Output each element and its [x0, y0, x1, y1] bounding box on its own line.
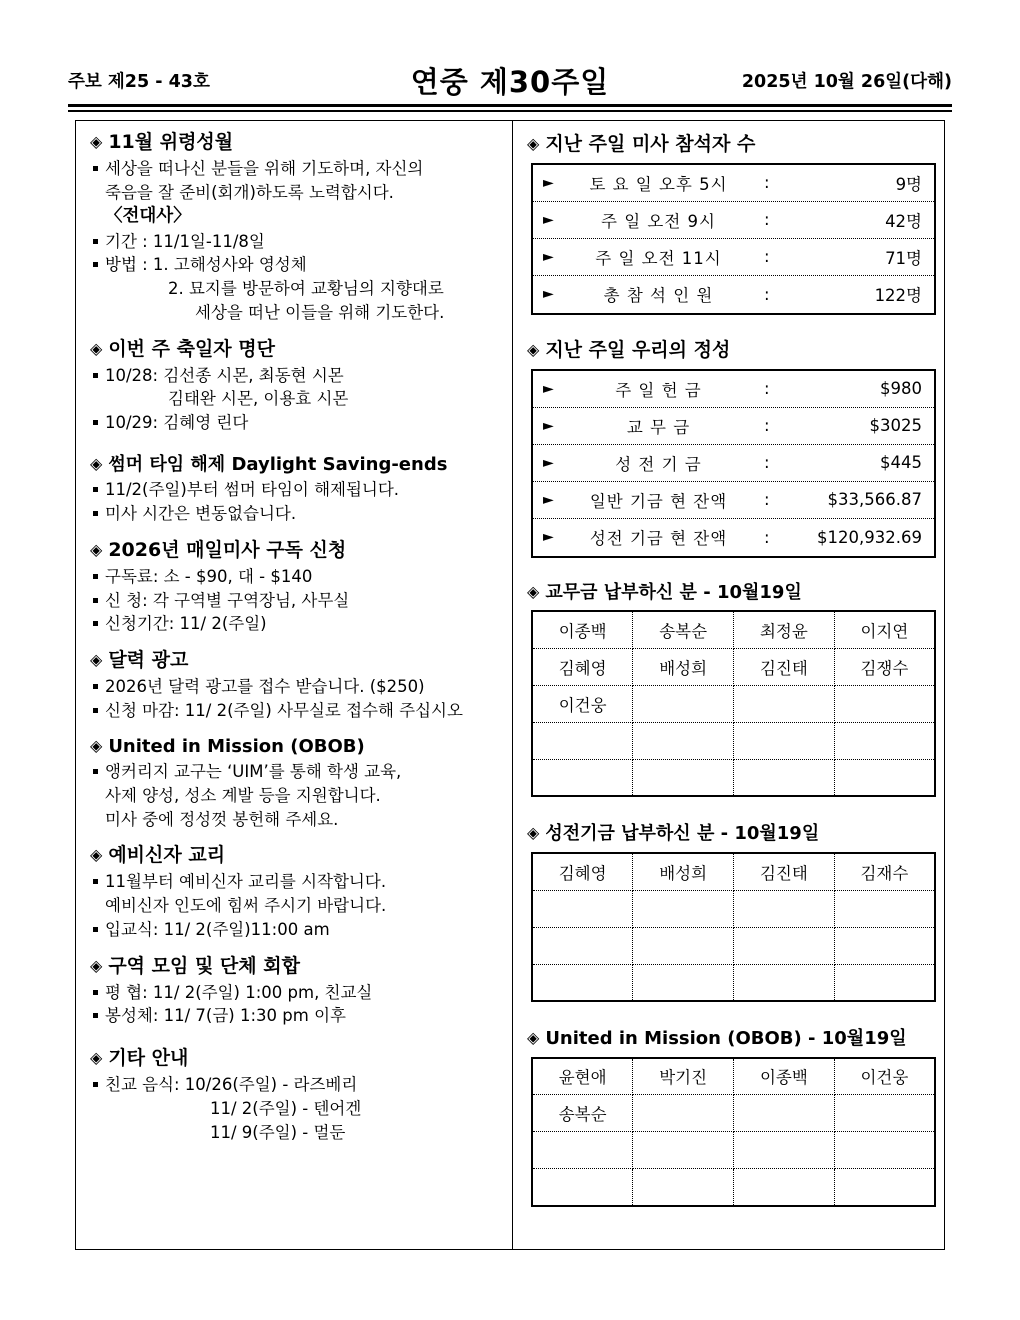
section-body [90, 157, 502, 325]
empty-cell [834, 927, 935, 964]
diamond-bullet-icon: ◈ [90, 453, 103, 473]
empty-cell [734, 722, 835, 759]
list-item [90, 918, 502, 942]
row-label: 교 무 금 [626, 417, 691, 437]
diamond-bullet-icon: ◈ [90, 132, 103, 151]
section-body [90, 981, 502, 1029]
row-colon: : [764, 173, 770, 193]
row-value: $3025 [869, 416, 922, 436]
empty-cell [834, 1132, 935, 1169]
table-row [532, 759, 935, 796]
row-colon: : [764, 247, 770, 267]
diamond-bullet-icon: ◈ [90, 539, 103, 559]
list-item [90, 1004, 502, 1028]
section-이번-주-축일자-명단 [90, 336, 502, 435]
list-item-text: 2026년 달력 광고를 접수 받습니다. ($250) [105, 677, 425, 697]
row-colon: : [764, 379, 770, 399]
section-heading-성전기금-납부하신-분-10월19일 [527, 821, 932, 847]
list-item [90, 1073, 502, 1097]
section-body [90, 565, 502, 636]
name-cell: 김혜영 [532, 853, 633, 890]
table-row [532, 685, 935, 722]
diamond-bullet-icon: ◈ [527, 823, 540, 843]
list-item-text: 친교 음식: 10/26(주일) - 라즈베리 [105, 1075, 358, 1095]
row-value: $445 [880, 453, 922, 473]
section-heading-label: 예비신자 교리 [108, 844, 226, 867]
left-column [76, 121, 513, 1249]
section-body [90, 478, 502, 526]
continuation-text: 2. 묘지를 방문하여 교황님의 지향대로 [168, 279, 444, 299]
name-cell: 이지연 [834, 611, 935, 648]
square-bullet-icon [93, 574, 98, 579]
spacer [527, 1002, 932, 1026]
empty-cell [532, 759, 633, 796]
name-cell: 송복순 [633, 611, 734, 648]
list-item [90, 565, 502, 589]
name-table-성전기금-납부하신-분-10월19일 [531, 852, 936, 1002]
spacer [90, 327, 502, 336]
empty-cell [734, 759, 835, 796]
section-heading-united-in-mission-obob [90, 734, 502, 760]
square-bullet-icon [93, 879, 98, 884]
empty-cell [633, 964, 734, 1001]
diamond-bullet-icon: ◈ [90, 955, 103, 975]
name-cell: 배성희 [633, 648, 734, 685]
empty-cell [633, 685, 734, 722]
table-row [532, 927, 935, 964]
list-item-text: 미사 시간은 변동없습니다. [105, 504, 297, 524]
continuation-text: 미사 중에 정성껏 봉헌해 주세요. [105, 809, 339, 829]
continuation-text: 예비신자 인도에 힘써 주시기 바랍니다. [105, 896, 387, 916]
continuation-text: 〈전대사〉 [105, 206, 191, 227]
list-item [90, 612, 502, 636]
list-item [90, 981, 502, 1005]
section-heading-기타-안내 [90, 1045, 502, 1072]
square-bullet-icon [93, 769, 98, 774]
row-value: 42명 [885, 211, 922, 231]
empty-cell [834, 685, 935, 722]
list-item [90, 675, 502, 699]
triangle-right-icon: ► [543, 248, 554, 265]
name-cell: 박기진 [633, 1058, 734, 1095]
section-heading-label: 구역 모임 및 단체 회합 [108, 954, 300, 977]
list-item-text: 세상을 떠나신 분들을 위해 기도하며, 자신의 [105, 158, 424, 178]
table-row [532, 1058, 935, 1095]
list-item [90, 870, 502, 894]
section-body [90, 364, 502, 435]
section-heading-label: 달력 광고 [108, 649, 189, 672]
list-item [90, 760, 502, 784]
list-item [90, 589, 502, 613]
diamond-bullet-icon: ◈ [90, 845, 103, 865]
list-item-text: 앵커리지 교구는 ‘UIM’를 통해 학생 교육, [105, 762, 402, 782]
row-colon: : [764, 490, 770, 510]
section-heading-달력-광고 [90, 647, 502, 674]
table-row [532, 1095, 935, 1132]
empty-cell [734, 890, 835, 927]
bulletin-number: 주보 제25 - 43호 [68, 72, 210, 92]
triangle-right-icon: ► [543, 529, 554, 546]
empty-cell [532, 722, 633, 759]
list-item [90, 253, 502, 277]
row-value: 71명 [885, 248, 922, 268]
header-rule-thin [68, 110, 952, 112]
name-cell: 배성희 [633, 853, 734, 890]
triangle-right-icon: ► [543, 491, 554, 508]
diamond-bullet-icon: ◈ [90, 338, 103, 358]
empty-cell [633, 1095, 734, 1132]
list-item-text: 평 협: 11/ 2(주일) 1:00 pm, 친교실 [105, 982, 373, 1002]
empty-cell [834, 1169, 935, 1206]
empty-cell [834, 759, 935, 796]
square-bullet-icon [93, 373, 98, 378]
continuation-text: 김태완 시몬, 이용효 시몬 [168, 389, 349, 409]
empty-cell [734, 964, 835, 1001]
table-row [532, 1169, 935, 1206]
continuation-text: 사제 양성, 성소 계발 등을 지원합니다. [105, 785, 381, 805]
empty-cell [633, 722, 734, 759]
section-heading-label: 11월 위령성월 [108, 131, 234, 153]
section-구역-모임-및-단체-회합 [90, 953, 502, 1028]
continuation-text: 11/ 9(주일) - 멀둔 [210, 1122, 346, 1142]
square-bullet-icon [93, 598, 98, 603]
name-cell: 윤현애 [532, 1058, 633, 1095]
triangle-right-icon: ► [543, 286, 554, 303]
list-item-text: 10/28: 김선종 시몬, 최동현 시몬 [105, 365, 344, 385]
diamond-bullet-icon: ◈ [90, 1048, 103, 1068]
table-row [533, 482, 934, 519]
triangle-right-icon: ► [543, 417, 554, 434]
square-bullet-icon [93, 166, 98, 171]
empty-cell [834, 964, 935, 1001]
table-row [532, 722, 935, 759]
list-item [90, 411, 502, 435]
name-cell: 이종백 [734, 1058, 835, 1095]
row-colon: : [764, 416, 770, 436]
square-bullet-icon [93, 262, 98, 267]
square-bullet-icon [93, 1013, 98, 1018]
list-item-text: 기간 : 11/1일-11/8일 [105, 231, 265, 251]
page-title: 연중 제30주일 [410, 65, 610, 99]
empty-cell [633, 1169, 734, 1206]
empty-cell [633, 890, 734, 927]
row-label: 성 전 기 금 [615, 454, 702, 474]
name-cell: 김진태 [734, 648, 835, 685]
section-heading-label: 성전기금 납부하신 분 - 10월19일 [545, 823, 820, 845]
row-value: $120,932.69 [817, 527, 922, 547]
section-heading-지난-주일-미사-참석자-수 [527, 131, 932, 158]
table-row [533, 445, 934, 482]
empty-cell [834, 722, 935, 759]
empty-cell [734, 1169, 835, 1206]
spacer [90, 833, 502, 842]
table-row [533, 202, 934, 239]
section-heading-지난-주일-우리의-정성 [527, 337, 932, 364]
empty-cell [734, 1132, 835, 1169]
row-colon: : [764, 527, 770, 547]
row-value: $980 [880, 379, 922, 399]
empty-cell [633, 759, 734, 796]
row-label: 토 요 일 오후 5시 [589, 174, 728, 194]
section-united-in-mission-obob [90, 734, 502, 832]
square-bullet-icon [93, 708, 98, 713]
empty-cell [734, 1095, 835, 1132]
row-value: $33,566.87 [827, 490, 922, 510]
data-table-지난-주일-우리의-정성 [531, 369, 936, 558]
row-label: 총 참 석 인 원 [603, 286, 714, 306]
list-item-text: 11월부터 예비신자 교리를 시작합니다. [105, 872, 387, 892]
empty-cell [734, 685, 835, 722]
spacer [527, 797, 932, 821]
square-bullet-icon [93, 239, 98, 244]
row-label: 일반 기금 현 잔액 [589, 491, 728, 511]
continuation-text: 죽음을 잘 준비(회개)하도록 노력합시다. [105, 182, 394, 202]
table-row [533, 276, 934, 313]
section-heading-구역-모임-및-단체-회합 [90, 953, 502, 980]
name-table-교무금-납부하신-분-10월19일 [531, 610, 936, 797]
section-heading-label: 기타 안내 [108, 1047, 189, 1070]
diamond-bullet-icon: ◈ [527, 339, 540, 359]
row-value: 122명 [874, 286, 922, 306]
triangle-right-icon: ► [543, 174, 554, 191]
section-body [90, 870, 502, 941]
list-item-text: 방법 : 1. 고해성사와 영성체 [105, 255, 307, 275]
section-heading-label: United in Mission (OBOB) [108, 735, 365, 757]
page-header [68, 60, 952, 104]
list-item-text: 신청기간: 11/ 2(주일) [105, 614, 267, 634]
name-cell: 김진태 [734, 853, 835, 890]
section-heading-이번-주-축일자-명단 [90, 336, 502, 363]
square-bullet-icon [93, 1082, 98, 1087]
row-colon: : [764, 453, 770, 473]
square-bullet-icon [93, 420, 98, 425]
section-heading-label: 교무금 납부하신 분 - 10월19일 [545, 581, 802, 603]
row-label: 주 일 헌 금 [615, 380, 702, 400]
spacer [90, 638, 502, 647]
section-heading-label: 썸머 타임 해제 Daylight Saving-ends [108, 453, 448, 475]
spacer [90, 1030, 502, 1045]
table-row [532, 890, 935, 927]
name-cell: 이종백 [532, 611, 633, 648]
diamond-bullet-icon: ◈ [527, 1028, 540, 1048]
empty-cell [834, 1095, 935, 1132]
empty-cell [532, 890, 633, 927]
section-heading-label: 이번 주 축일자 명단 [108, 337, 275, 360]
list-item [90, 230, 502, 254]
diamond-bullet-icon: ◈ [527, 134, 540, 153]
name-table-united-in-mission-obob-10월19일 [531, 1057, 936, 1207]
section-heading-label: 2026년 매일미사 구독 신청 [108, 538, 347, 561]
row-label: 주 일 오전 9시 [601, 211, 716, 231]
row-colon: : [764, 284, 770, 304]
section-예비신자-교리 [90, 842, 502, 941]
continuation-text: 세상을 떠난 이들을 위해 기도한다. [195, 302, 445, 322]
empty-cell [532, 1169, 633, 1206]
empty-cell [532, 964, 633, 1001]
diamond-bullet-icon: ◈ [90, 650, 103, 670]
right-column [513, 121, 944, 1249]
section-heading-label: United in Mission (OBOB) - 10월19일 [545, 1028, 907, 1050]
empty-cell [532, 1132, 633, 1169]
list-item-text: 신청 마감: 11/ 2(주일) 사무실로 접수해 주십시오 [105, 700, 463, 720]
table-row [533, 371, 934, 408]
spacer [527, 315, 932, 337]
table-row [532, 1132, 935, 1169]
triangle-right-icon: ► [543, 380, 554, 397]
name-cell: 이건웅 [532, 685, 633, 722]
empty-cell [633, 1132, 734, 1169]
table-row [533, 519, 934, 556]
section-body [90, 675, 502, 723]
diamond-bullet-icon: ◈ [527, 581, 540, 601]
list-item [90, 699, 502, 723]
section-heading-11월-위령성월 [90, 129, 502, 156]
spacer [527, 558, 932, 580]
name-cell: 김쟁수 [834, 648, 935, 685]
triangle-right-icon: ► [543, 454, 554, 471]
section-heading-label: 지난 주일 우리의 정성 [545, 338, 731, 361]
section-heading-label: 지난 주일 미사 참석자 수 [545, 133, 756, 155]
table-row [533, 408, 934, 445]
table-row [532, 964, 935, 1001]
list-item-text: 봉성체: 11/ 7(금) 1:30 pm 이후 [105, 1006, 346, 1026]
list-item-text: 입교식: 11/ 2(주일)11:00 am [105, 919, 330, 939]
spacer [90, 725, 502, 734]
table-row [533, 165, 934, 202]
spacer [90, 528, 502, 537]
table-row [532, 853, 935, 890]
empty-cell [834, 890, 935, 927]
section-heading-2026년-매일미사-구독-신청 [90, 537, 502, 564]
diamond-bullet-icon: ◈ [90, 735, 103, 755]
section-body [90, 1073, 502, 1144]
section-heading-united-in-mission-obob-10월19일 [527, 1026, 932, 1052]
continuation-text: 11/ 2(주일) - 텐어겐 [210, 1098, 362, 1118]
name-cell: 김혜영 [532, 648, 633, 685]
header-rule-thick [68, 104, 952, 107]
section-heading-예비신자-교리 [90, 842, 502, 869]
section-기타-안내 [90, 1045, 502, 1144]
list-item-text: 11/2(주일)부터 썸머 타임이 해제됩니다. [105, 480, 400, 500]
section-썸머-타임-해제-daylight-saving-ends [90, 452, 502, 526]
section-heading-썸머-타임-해제-daylight-saving-ends [90, 452, 502, 478]
list-item [90, 478, 502, 502]
row-label: 주 일 오전 11시 [595, 248, 722, 268]
name-cell: 최정윤 [734, 611, 835, 648]
content-frame [75, 120, 945, 1250]
empty-cell [734, 927, 835, 964]
bulletin-date: 2025년 10월 26일(다해) [741, 72, 952, 92]
section-heading-교무금-납부하신-분-10월19일 [527, 580, 932, 606]
row-colon: : [764, 210, 770, 230]
list-item-text: 신 청: 각 구역별 구역장님, 사무실 [105, 590, 350, 610]
square-bullet-icon [93, 487, 98, 492]
empty-cell [532, 927, 633, 964]
section-11월-위령성월 [90, 129, 502, 325]
spacer [90, 437, 502, 452]
data-table-지난-주일-미사-참석자-수 [531, 163, 936, 315]
spacer [90, 944, 502, 953]
table-row [532, 611, 935, 648]
section-2026년-매일미사-구독-신청 [90, 537, 502, 636]
table-row [532, 648, 935, 685]
section-body [90, 760, 502, 831]
spacer [90, 1146, 502, 1155]
table-row [533, 239, 934, 276]
list-item [90, 364, 502, 388]
list-item-text: 10/29: 김혜영 린다 [105, 413, 249, 433]
square-bullet-icon [93, 621, 98, 626]
name-cell: 이건웅 [834, 1058, 935, 1095]
triangle-right-icon: ► [543, 211, 554, 228]
square-bullet-icon [93, 511, 98, 516]
list-item [90, 502, 502, 526]
empty-cell [633, 927, 734, 964]
list-item [90, 157, 502, 181]
name-cell: 송복순 [532, 1095, 633, 1132]
list-item-text: 구독료: 소 - $90, 대 - $140 [105, 566, 313, 586]
square-bullet-icon [93, 684, 98, 689]
row-label: 성전 기금 현 잔액 [589, 529, 728, 549]
row-value: 9명 [895, 174, 922, 194]
name-cell: 김재수 [834, 853, 935, 890]
square-bullet-icon [93, 990, 98, 995]
section-달력-광고 [90, 647, 502, 722]
square-bullet-icon [93, 927, 98, 932]
